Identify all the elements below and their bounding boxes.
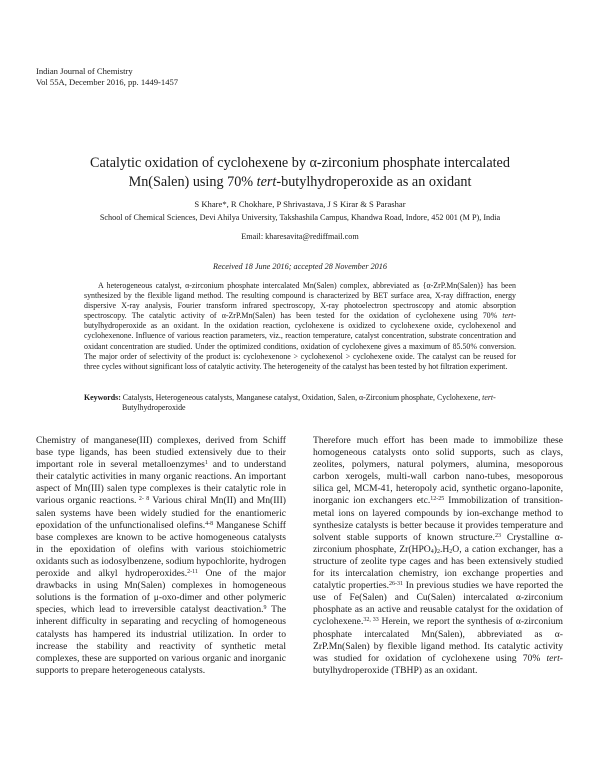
journal-name: Indian Journal of Chemistry: [36, 66, 133, 76]
citation: 2-11: [187, 569, 198, 576]
body-column-left: [36, 435, 286, 677]
abstract-text: -butylhydroperoxide as an oxidant. In the oxidation reaction, cyclohexene is oxidized to cyclohexene oxide, cyclohexenol and cyclohexenone. Influence of various reaction parameters, viz., reaction temperature, catalyst concentration, substrate concentration and oxidant concentration are studied. Under the optimized conditions, oxidation of cyclohexene gives a maximum of 85.50% conversion. The major order of selectivity of the product is: cyclohexenone > cyclohexenol > cyclohexene oxide. The catalyst can be reused for three cycles without significant loss of catalytic activity. The heterogeneity of the catalyst has been tested by hot filtration experiment.: [84, 311, 516, 371]
keywords-text: Catalysts, Heterogeneous catalysts, Manganese catalyst, Oxidation, Salen, α-Zirconium phosphate, Cyclohexene,: [120, 393, 483, 402]
paragraph: Therefore much effort has been made to immobilize these homogeneous catalysts onto solid supports, such as clays, zeolites, polymers, natural polymers, alumina, mesoporous carbon xerogels, multi-wall carbon nano-tubes, mesoporous silica gel, MCM-41, heteropoly acid, synthetic organo-laponite, inorganic ion exchangers etc.$^{12-25}$ Immobilization of transition-metal ions on layered compounds by ion-exchange method to synthesize catalysts is better because it provides temperature and solvent stable supports of known structure.$^{23}$ Crystalline α-zirconium phosphate, $Zr(HPO_4)_2.H_2O$, a cation exchanger, has a structure of zeolite type cages and has been extensively studied for its intercalation chemistry, ion exchange properties and catalytic properties.$^{26-31}$ In previous studies we have reported the use of Fe(Salen) and Cu(Salen) intercalated α-zirconium phosphate as an active and reusable catalyst for the oxidation of cyclohexene.$^{32, 33}$ Herein, we report the synthesis of α-zirconium phosphate intercalated Mn(Salen), abbreviated as α-ZrP.Mn(Salen) by flexible ligand method. Its catalytic activity was studied for oxidation of cyclohexene using 70% tert-butylhydroperoxide (TBHP) as an oxidant.: [313, 435, 564, 676]
journal-header: [36, 66, 178, 88]
citation: 4-8: [205, 520, 214, 527]
abstract-text: A heterogeneous catalyst, α-zirconium phosphate intercalated Mn(Salen) complex, abbreviated as {α-ZrP.Mn(Salen)} has been synthesized by the flexible ligand method. The resulting compound is characterized by BET surface area, X-ray diffraction, energy dispersive X-ray analysis, Fourier transform infrared spectroscopy, X-ray photoelectron spectroscopy and atomic absorption spectroscopy. The catalytic activity of α-ZrP.Mn(Salen) has been tested for the oxidation of cyclohexene using 70%: [84, 281, 516, 321]
keywords-label: Keywords:: [84, 393, 121, 402]
paragraph: Chemistry of manganese(III) complexes, derived from Schiff base type ligands, has been studied extensively due to their important role in several metalloenzymes$^1$ and to understand their catalytic activities in many organic reactions. An important aspect of Mn(III) salen type complexes is their catalytic role in various organic reactions. $^{2- 8}$ Various chiral Mn(II) and Mn(III) salen systems have been widely studied for the enantiomeric epoxidation of the unfunctionalised olefins.$^{4-8}$ Manganese Schiff base complexes are known to be active homogeneous catalysts in the epoxidation of olefins with various stoichiometric oxidants such as iodosylbenzene, sodium hypochlorite, hydrogen peroxide and alkyl hydroperoxides.$^{2-11}$ One of the major drawbacks in using Mn(Salen) complexes in homogeneous solutions is the formation of μ-oxo-dimer and other polymeric species, which lead to irreversible catalyst deactivation.$^9$ The inherent difficulty in separating and recycling of homogeneous catalysts has hampered its industrial utilization. In order to increase the stability and reactivity of synthetic metal complexes, these are supported on various organic and inorganic supports to prepare heterogeneous catalysts.: [36, 435, 287, 676]
citation: 26-31: [389, 581, 404, 588]
contact-email: Email: kharesavita@rediffmail.com: [241, 232, 359, 241]
citation: 9: [263, 605, 267, 612]
citation: 32, 33: [363, 617, 379, 624]
citation: 23: [494, 532, 501, 539]
title-text: -butylhydroperoxide as an oxidant: [276, 174, 472, 190]
received-dates: Received 18 June 2016; accepted 28 November 2016: [213, 262, 387, 271]
abstract-italic: tert: [502, 311, 514, 321]
title-italic: tert: [256, 174, 277, 190]
subscript: 2: [436, 548, 440, 555]
italic-text: tert: [546, 652, 560, 664]
title-line-1: Catalytic oxidation of cyclohexene by α-zirconium phosphate intercalated: [90, 155, 510, 171]
article-title: [40, 154, 560, 192]
keywords-italic: tert: [482, 393, 494, 402]
keywords-text: -Butylhydroperoxide: [122, 393, 496, 413]
title-text: Mn(Salen) using 70%: [128, 174, 257, 190]
affiliation: School of Chemical Sciences, Devi Ahilya University, Takshashila Campus, Khandwa Road, Indore, 452 001 (M P), India: [99, 213, 501, 222]
keywords: [84, 393, 516, 413]
citation: 12-25: [430, 496, 445, 503]
title-line-2: [40, 173, 560, 192]
citation: 2- 8: [136, 496, 150, 503]
abstract: [84, 281, 516, 372]
subscript: 4: [430, 548, 434, 555]
subscript: 2: [449, 548, 453, 555]
author-list: S Khare*, R Chokhare, P Shrivastava, J S Kirar & S Parashar: [194, 199, 406, 209]
body-column-right: [313, 435, 563, 677]
journal-issue: Vol 55A, December 2016, pp. 1449-1457: [36, 77, 179, 87]
citation: 1: [204, 460, 208, 467]
